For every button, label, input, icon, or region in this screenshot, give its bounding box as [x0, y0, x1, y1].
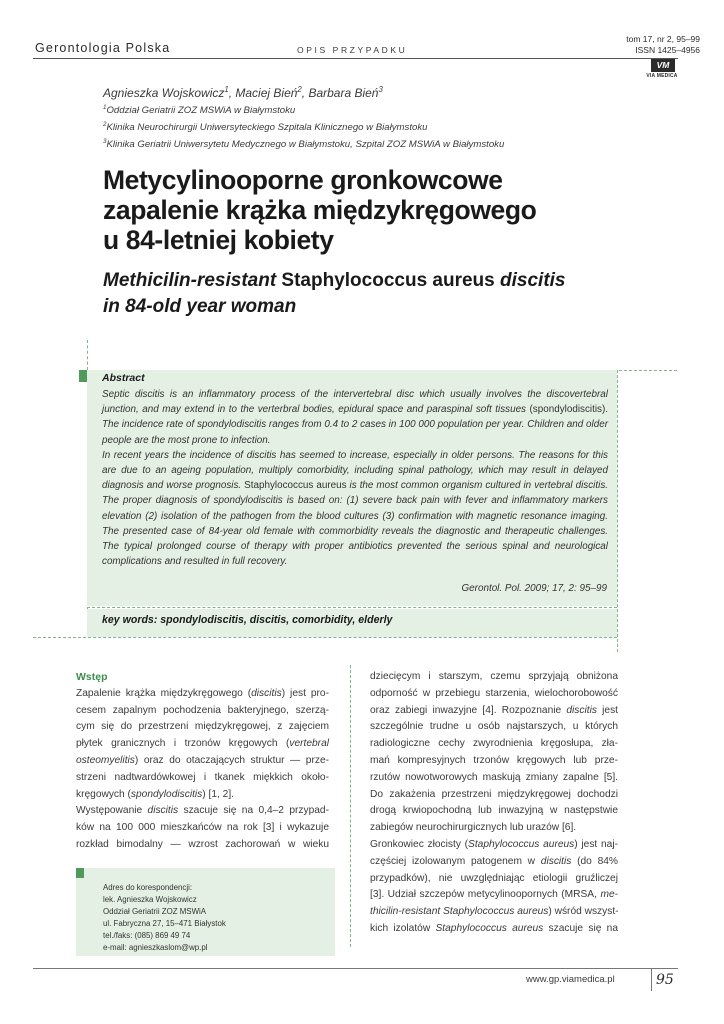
volume-line: tom 17, nr 2, 95–99: [626, 34, 700, 44]
body-line: cym się do przestrzeni międzykręgowej, z zajęciem: [76, 721, 329, 733]
affiliation-num: 3: [103, 138, 107, 145]
author-name: Barbara Bień: [308, 86, 379, 100]
affiliation-text: Klinika Neurochirurgii Uniwersyteckiego Szpitala Klinicznego w Białymstoku: [106, 122, 428, 134]
abstract-span: In recent years the incidence of discitis has seemed to increase, especially in older persons. The reasons for this are due to an ageing population, multiply comorbidity, including spinal pathology, which may result in delayed diagnosis and worse prognosis.: [102, 449, 608, 492]
title-en-line: [103, 268, 566, 294]
body-line: dziecięcym i starszym, czemu sprzyjają obniżona: [370, 671, 618, 682]
correspondence-line: Oddział Geriatrii ZOZ MSWiA: [103, 907, 207, 917]
footer-separator: [651, 969, 652, 991]
body-line: częściej izolowanym patogenem w discitis (do 84%: [370, 855, 618, 867]
abstract-span: Staphylococcus aureus: [241, 480, 350, 492]
body-line: osteomyelitis) oraz do otaczających struktur — prze-: [76, 754, 329, 766]
title-line: zapalenie krążka międzykręgowego: [103, 195, 537, 225]
title-en-normal: Staphylococcus aureus: [276, 270, 501, 291]
abstract-paragraph: [102, 387, 608, 448]
abstract-span: The incidence rate of spondylodiscitis ranges from 0.4 to 2 cases in 100 000 population per year. Children and older people are the most prone to infection.: [102, 419, 608, 446]
section-label: OPIS PRZYPADKU: [297, 45, 408, 55]
body-line: [3]. Udział szczepów metycylinoopornych (MRSA, me-: [370, 889, 618, 901]
correspondence-line: tel./faks: (085) 869 49 74: [103, 931, 191, 941]
correspondence-line: lek. Agnieszka Wojskowicz: [103, 895, 197, 905]
body-line: zabiegów neurochirurgicznych lub urazów [6].: [370, 822, 577, 834]
abstract-span: Septic discitis is an inflammatory process of the intervertebral disc which usually involves the discovertebral junction, and may extend in to the verterbral bodies, epidural space and paraspinal soft tissues: [102, 389, 608, 416]
abstract-span: (spondylodiscitis).: [526, 404, 608, 416]
author-sup: 1: [224, 85, 229, 94]
title-en-italic: Methicilin-resistant: [103, 270, 277, 291]
abstract-text: [102, 387, 608, 569]
volume-info: [626, 34, 700, 56]
affiliation: [103, 138, 504, 150]
author-name: Agnieszka Wojskowicz: [103, 86, 225, 100]
dashed-rule-vertical: [87, 340, 88, 370]
body-column-left: [76, 669, 329, 854]
title-polish: [103, 165, 536, 255]
body-line: kich izolatów Staphylococcus aureus szacuje się na: [370, 922, 618, 934]
keywords: key words: spondylodiscitis, discitis, comorbidity, elderly: [102, 614, 393, 626]
affiliation-num: 1: [103, 104, 107, 111]
correspondence-line: Adres do korespondencji:: [103, 883, 193, 892]
footer-url[interactable]: www.gp.viamedica.pl: [526, 974, 615, 985]
correspondence-marker: [76, 868, 84, 878]
section-heading: Wstęp: [76, 671, 108, 683]
body-line: oraz zabiegi inwazyjne [4]. Rozpoznanie discitis jest: [370, 704, 618, 716]
author-sup: 3: [378, 85, 383, 94]
body-line: szczególnie trudne u osób najstarszych, u których: [370, 721, 618, 733]
body-column-right: [370, 669, 618, 938]
logo-mark: VM: [651, 59, 675, 72]
affiliation-num: 2: [103, 121, 107, 128]
body-line: drogą krwiopochodną lub inwazyjną w następstwie: [370, 805, 618, 817]
via-medica-logo: [648, 59, 678, 79]
header-rule: [33, 58, 678, 59]
journal-name: Gerontologia Polska: [35, 41, 171, 55]
author-name: Maciej Bień: [235, 86, 298, 100]
author-sup: 2: [297, 85, 302, 94]
title-english: [103, 268, 566, 320]
abstract-span: is the most common organism cultured in vertebral discitis. The proper diagnosis of spondylodiscitis is based on: (1) severe back pain with fever and inflammatory markers elevation (2) isolation of the pathogen from the blood cultures (3) confirmation with magnetic resonance imaging. The presented case of 84-year old female with commorbidity reveals the diagnostic and therapeutic challenges. The typical prolonged course of therapy with proper antibiotics prevented the serious spinal and neurological complications and resulted in full recovery.: [102, 480, 608, 568]
body-line: Gronkowiec złocisty (Staphylococcus aureus) jest naj-: [370, 838, 618, 850]
title-line: Metycylinooporne gronkowcowe: [103, 165, 503, 195]
body-line: odporność w przebiegu starzenia, wielochorobowość: [370, 687, 618, 699]
body-line: strzeni nadtwardówkowej i tkanek miękkich około-: [76, 771, 329, 783]
issn-line: ISSN 1425–4956: [635, 45, 700, 55]
body-line: mań kompresyjnych trzonów kręgowych lub prze-: [370, 754, 618, 766]
body-line: kręgowych (spondylodiscitis) [1, 2].: [76, 788, 234, 800]
correspondence-email[interactable]: e-mail: agnieszkaslom@wp.pl: [103, 943, 208, 953]
abstract-citation: Gerontol. Pol. 2009; 17, 2: 95–99: [461, 583, 607, 594]
title-line: u 84-letniej kobiety: [103, 225, 334, 255]
abstract-marker: [79, 370, 87, 382]
correspondence-line: ul. Fabryczna 27, 15–471 Białystok: [103, 919, 226, 929]
dashed-rule-horizontal: [33, 637, 617, 638]
abstract-paragraph: [102, 448, 608, 570]
footer-rule: [33, 968, 678, 969]
column-separator: [350, 665, 351, 947]
dashed-rule-horizontal: [87, 607, 617, 608]
body-line: ków na 100 000 mieszkańców na rok [3] i wykazuje: [76, 822, 329, 834]
abstract-heading: Abstract: [102, 372, 145, 384]
body-line: cesem zapalnym pochodzenia bakteryjnego, szerzą-: [76, 704, 329, 716]
dashed-rule-vertical: [617, 370, 618, 652]
title-en-italic: discitis: [500, 270, 566, 291]
body-line: radiologiczne cechy zwyrodnienia kręgosłupa, zła-: [370, 738, 618, 750]
body-line: Do zakażenia przestrzeni międzykręgowej dochodzi: [370, 788, 618, 800]
title-en-line: [103, 294, 566, 320]
affiliation-text: Oddział Geriatrii ZOZ MSWiA w Białymstoku: [106, 105, 296, 117]
body-line: rzutów nowotworowych maskują zmiany zapalne [5].: [370, 771, 618, 783]
body-line: Zapalenie krążka międzykręgowego (discitis) jest pro-: [76, 687, 329, 699]
affiliation: [103, 121, 427, 133]
affiliation-text: Klinika Geriatrii Uniwersytetu Medycznego w Białymstoku, Szpital ZOZ MSWiA w Białymstoku: [106, 139, 505, 151]
body-line: thicilin-resistant Staphylococcus aureus) wśród wszyst-: [370, 906, 619, 918]
affiliation: [103, 104, 295, 116]
author-list: Agnieszka Wojskowicz$^1$, Maciej Bień$^2$, Barbara Bień$^3$: [103, 85, 383, 100]
title-en-italic: in 84-old year woman: [103, 296, 297, 317]
body-line: rozkład bimodalny — wzrost zachorowań w wieku: [76, 838, 329, 850]
logo-text: VIA MEDICA: [646, 73, 678, 79]
body-line: Występowanie discitis szacuje się na 0,4–2 przypad-: [76, 805, 329, 817]
page-number: 95: [656, 972, 674, 988]
correspondence-address: [103, 882, 226, 955]
body-line: płytek granicznych i trzonów kręgowych (vertebral: [76, 738, 329, 750]
body-line: przypadków), nie uwzględniając etiologii gruźliczej: [370, 872, 618, 884]
